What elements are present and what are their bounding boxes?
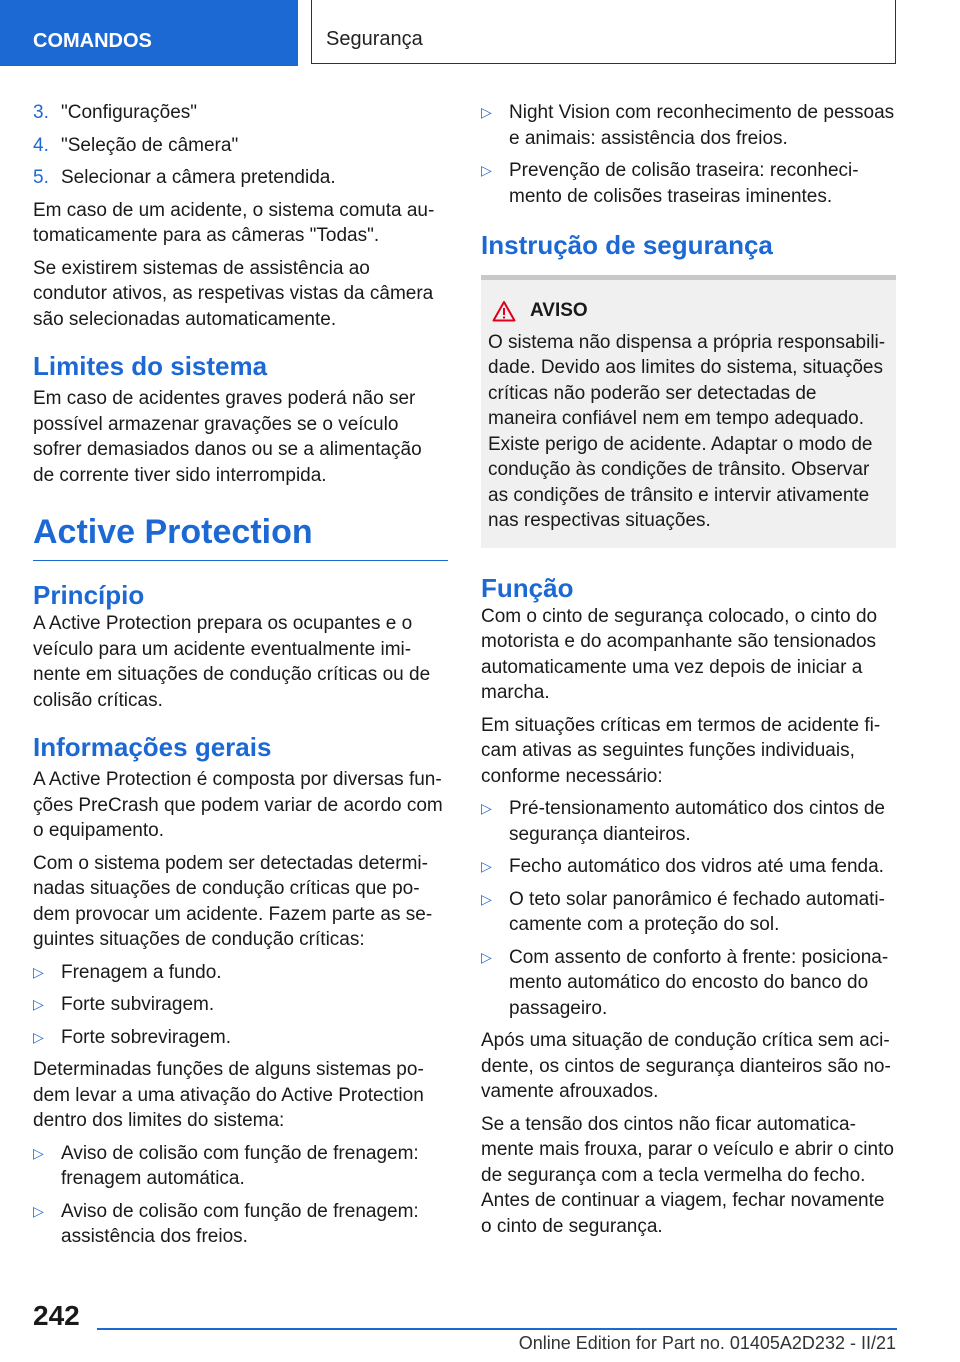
chapter-title: Segurança [326, 28, 423, 50]
heading-active-protection: Active Protection [33, 510, 448, 561]
paragraph: Em situações críticas em termos de acidente ficam ativas as seguintes funções individuais, conforme necessário: [481, 714, 881, 787]
step-item: 5. Selecionar a câmera pretendida. [33, 167, 336, 188]
step-item: 3. "Configurações" [33, 102, 198, 123]
paragraph: Com o cinto de segurança colocado, o cinto do motorista e do acompanhante são tensionados automaticamente uma vez depois de iniciar a marcha. [481, 605, 878, 703]
warning-header [488, 298, 888, 324]
paragraph: Com o sistema podem ser detectadas determinadas situações de condução críticas que podem provocar um acidente. Fazem parte as seguintes situações de condução críticas: [33, 852, 433, 950]
list-item: ▷ Frenagem a fundo. [33, 960, 448, 986]
heading-function: Função [481, 572, 574, 603]
paragraph: Em caso de um acidente, o sistema comuta automaticamente para as câmeras "Todas". [33, 199, 435, 246]
list-item: ▷ Prevenção de colisão traseira: reconhecimento de colisões traseiras iminentes. [481, 158, 896, 209]
left-column [33, 100, 448, 1257]
heading-principle: Princípio [33, 580, 145, 610]
bullet-icon: ▷ [33, 996, 44, 1012]
heading-limits: Limites do sistema [33, 351, 268, 381]
bullet-icon: ▷ [33, 1202, 44, 1219]
list-item: ▷ Forte subviragem. [33, 992, 448, 1018]
heading-general-info: Informações gerais [33, 732, 272, 762]
page-header [0, 0, 960, 66]
heading-safety-instruction: Instrução de segurança [481, 229, 896, 280]
bullet-icon: ▷ [481, 162, 492, 178]
bullet-icon: ▷ [481, 948, 492, 965]
list-item: ▷ O teto solar panorâmico é fechado automaticamente com a proteção do sol. [481, 887, 896, 938]
paragraph: A Active Protection é composta por diversas funções PreCrash que podem variar de acordo com o equipamento. [33, 769, 443, 841]
step-item: 4. "Seleção de câmera" [33, 134, 239, 156]
bullet-icon: ▷ [33, 963, 44, 980]
footer-divider [97, 1328, 897, 1330]
warning-text: O sistema não dispensa a própria responsabilidade. Devido aos limites do sistema, situações críticas não poderão ser detectadas de maneira confiável nem em tempo adequado. Existe perigo de acidente. Adaptar o modo de condução às condições de trânsito. Observar as condições de trânsito e intervir ativamente nas respectivas situações. [488, 331, 886, 531]
list-item: ▷ Night Vision com reconhecimento de pessoas e animais: assistência dos freios. [481, 100, 896, 151]
list-item: ▷ Fecho automático dos vidros até uma fenda. [481, 854, 896, 880]
paragraph: Após uma situação de condução crítica sem acidente, os cintos de segurança dianteiros são novamente afrouxados. [481, 1030, 891, 1102]
bullet-icon: ▷ [33, 1028, 44, 1045]
list-item: ▷ Forte sobreviragem. [33, 1025, 448, 1051]
bullet-icon: ▷ [481, 890, 492, 907]
warning-label: AVISO [530, 300, 588, 321]
bullet-icon: ▷ [481, 800, 492, 816]
paragraph: Em caso de acidentes graves poderá não ser possível armazenar gravações se o veículo sofrer demasiados danos ou se a alimentação de corrente tiver sido interrompida. [33, 388, 422, 486]
section-tab: COMANDOS [0, 0, 298, 66]
list-item: ▷ Aviso de colisão com função de frenagem: frenagem automática. [33, 1141, 448, 1192]
bullet-icon: ▷ [33, 1144, 44, 1161]
bullet-icon: ▷ [481, 858, 492, 874]
warning-triangle-icon [492, 300, 516, 322]
page-number: 242 [33, 1300, 80, 1331]
paragraph: Se a tensão dos cintos não ficar automaticamente mais frouxa, parar o veículo e abrir o cinto de segurança com a tecla vermelha do fecho. Antes de continuar a viagem, fechar novamente o cinto de segurança. [481, 1113, 894, 1237]
list-item: ▷ Com assento de conforto à frente: posicionamento automático do encosto do banco do passageiro. [481, 945, 896, 1022]
bullet-icon: ▷ [481, 104, 492, 120]
paragraph: Determinadas funções de alguns sistemas podem levar a uma ativação do Active Protection dentro dos limites do sistema: [33, 1059, 424, 1131]
list-item: ▷ Pré-tensionamento automático dos cintos de segurança dianteiros. [481, 796, 896, 847]
paragraph: A Active Protection prepara os ocupantes e o veículo para um acidente eventualmente iminente em situações de condução críticas ou de colisão críticas. [33, 613, 431, 711]
paragraph: Se existirem sistemas de assistência ao condutor ativos, as respetivas vistas da câmera são selecionadas automaticamente. [33, 257, 434, 330]
edition-note: Online Edition for Part no. 01405A2D232 - II/21 [518, 1333, 896, 1353]
list-item: ▷ Aviso de colisão com função de frenagem: assistência dos freios. [33, 1199, 448, 1250]
right-column [481, 100, 896, 1246]
warning-box [481, 280, 896, 548]
